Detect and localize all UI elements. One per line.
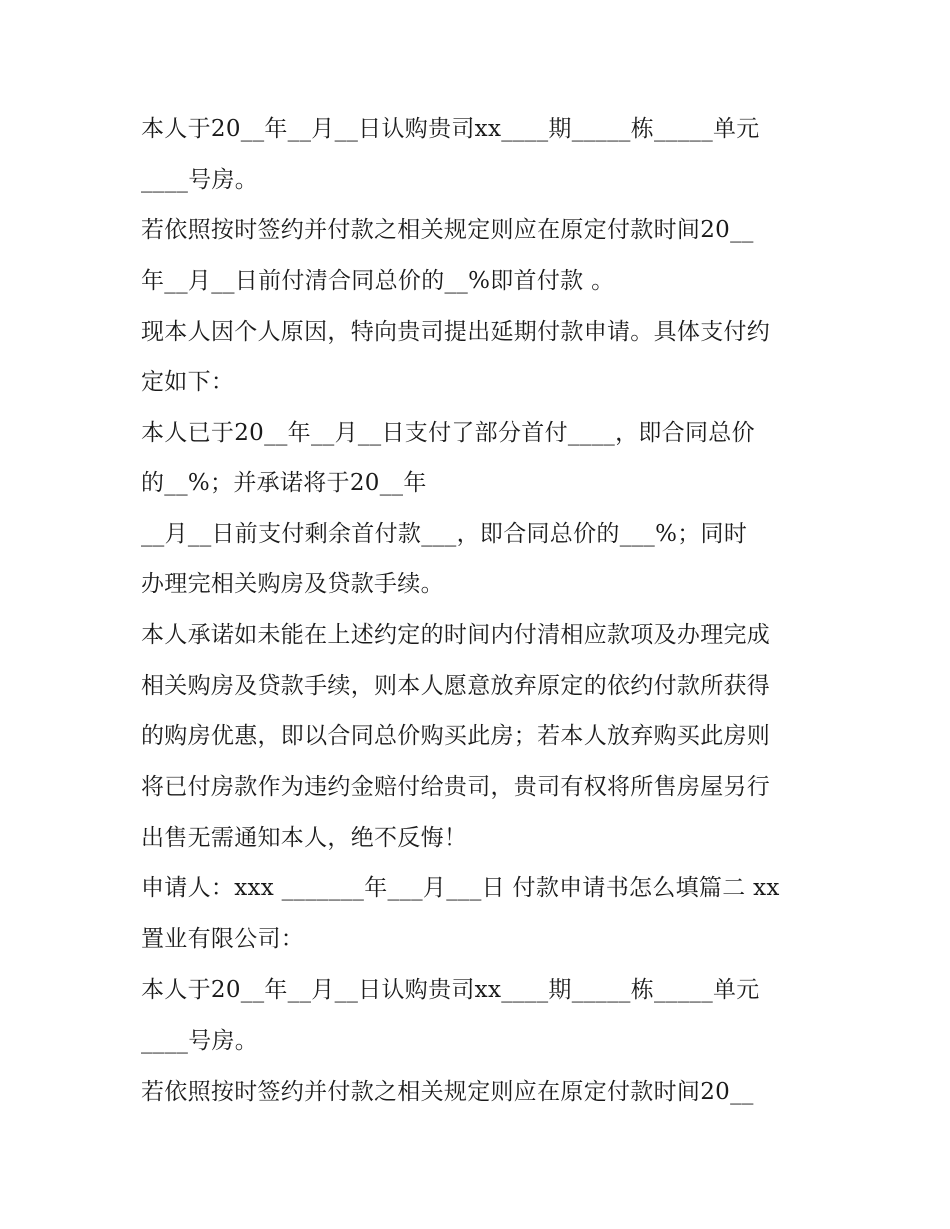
text-line: 申请人：xxx _______年___月___日 付款申请书怎么填篇二 xx <box>141 875 780 901</box>
text-line: 的购房优惠，即以合同总价购买此房；若本人放弃购买此房则 <box>141 723 771 749</box>
text-line: 出售无需通知本人，绝不反悔！ <box>141 825 468 851</box>
text-line: ____号房。 <box>141 1028 259 1054</box>
text-line: 本人于20__年__月__日认购贵司xx____期_____栋_____单元 <box>141 116 760 142</box>
text-line: 若依照按时签约并付款之相关规定则应在原定付款时间20__ <box>141 217 754 243</box>
text-line: 的__%；并承诺将于20__年 <box>141 470 427 496</box>
text-line: 现本人因个人原因，特向贵司提出延期付款申请。具体支付约 <box>141 319 771 345</box>
text-line: __月__日前支付剩余首付款___，即合同总价的___%；同时 <box>141 521 748 547</box>
text-line: 办理完相关购房及贷款手续。 <box>141 571 444 597</box>
text-line: 定如下： <box>141 369 235 395</box>
text-line: 本人已于20__年__月__日支付了部分首付____，即合同总价 <box>141 420 755 446</box>
text-line: 年__月__日前付清合同总价的__%即首付款 。 <box>141 268 615 294</box>
text-line: ____号房。 <box>141 167 259 193</box>
text-line: 本人承诺如未能在上述约定的时间内付清相应款项及办理完成 <box>141 622 771 648</box>
text-line: 本人于20__年__月__日认购贵司xx____期_____栋_____单元 <box>141 977 760 1003</box>
text-line: 相关购房及贷款手续，则本人愿意放弃原定的依约付款所获得 <box>141 673 771 699</box>
text-line: 将已付房款作为违约金赔付给贵司，贵司有权将所售房屋另行 <box>141 774 771 800</box>
text-line: 置业有限公司： <box>141 926 305 952</box>
text-line: 若依照按时签约并付款之相关规定则应在原定付款时间20__ <box>141 1079 754 1105</box>
